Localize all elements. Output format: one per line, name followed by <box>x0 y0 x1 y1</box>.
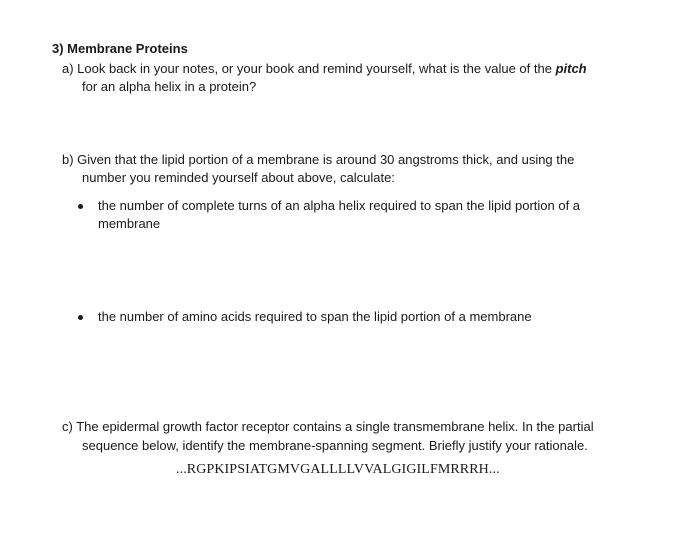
part-a-line-2: for an alpha helix in a protein? <box>82 79 257 94</box>
bullet-1-line-2: membrane <box>98 216 161 231</box>
bullet-dot <box>78 204 83 209</box>
part-b-line-2: number you reminded yourself about above, calculate: <box>82 170 395 185</box>
protein-sequence: ...RGPKIPSIATGMVGALLLLVVALGIGILFMRRRH... <box>176 462 500 477</box>
question-title: 3) Membrane Proteins <box>52 41 188 56</box>
pitch-emphasis: pitch <box>555 61 587 76</box>
part-a-line-1 <box>62 61 587 77</box>
part-b-line-1: b) Given that the lipid portion of a membrane is around 30 angstroms thick, and using the <box>62 152 575 167</box>
part-c-line-1: c) The epidermal growth factor receptor contains a single transmembrane helix. In the partial <box>62 419 594 434</box>
part-a-text: a) Look back in your notes, or your book and remind yourself, what is the value of the <box>62 61 556 76</box>
bullet-dot <box>78 315 83 320</box>
bullet-2-line-1: the number of amino acids required to span the lipid portion of a membrane <box>98 309 532 324</box>
part-c-line-2: sequence below, identify the membrane-spanning segment. Briefly justify your rationale. <box>82 438 588 453</box>
bullet-1-line-1: the number of complete turns of an alpha helix required to span the lipid portion of a <box>98 198 581 213</box>
